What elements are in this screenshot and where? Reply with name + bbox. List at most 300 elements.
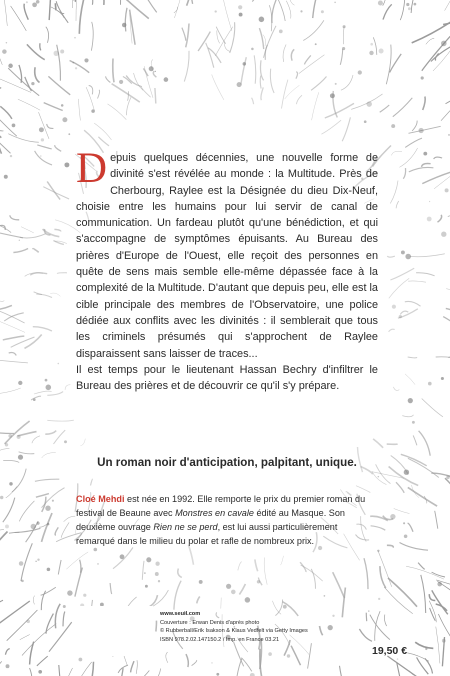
texture-crack [281,556,284,565]
texture-crack [383,0,386,6]
texture-crack [429,601,436,623]
texture-crack [296,72,298,79]
texture-crack [36,294,52,297]
texture-speck [79,658,83,662]
texture-crack [313,0,322,18]
texture-speck [335,83,337,85]
price: 19,50 € [372,645,408,657]
texture-crack [409,167,434,171]
texture-crack [435,511,438,529]
texture-crack [406,566,444,579]
texture-speck [377,550,379,552]
texture-crack [238,562,242,571]
texture-crack [182,28,186,41]
texture-crack [384,615,386,627]
texture-crack [373,37,377,55]
texture-crack [44,103,63,111]
texture-speck [63,605,66,608]
texture-speck [8,434,12,438]
texture-speck [441,377,444,380]
book-title-1: Monstres en cavale [175,508,254,518]
book-title-2: Rien ne se perd [153,522,218,532]
texture-crack [394,509,410,514]
texture-speck [60,50,64,54]
texture-crack [434,157,443,159]
texture-crack [333,572,345,598]
texture-speck [378,476,380,478]
texture-speck [2,49,6,53]
texture-crack [13,249,28,253]
texture-crack [393,387,399,391]
texture-speck [91,109,95,113]
texture-crack [282,80,288,109]
isbn: ISBN 978.2.02.147150.2 / Imp. en France 03.21 [160,636,280,643]
texture-speck [404,470,409,475]
texture-crack [49,0,52,20]
texture-crack [255,559,258,571]
texture-crack [0,530,4,532]
texture-crack [285,85,300,99]
texture-speck [279,30,283,34]
texture-speck [5,443,8,446]
author-name: Cloé Mehdi [76,494,125,504]
texture-crack [261,87,263,100]
texture-crack [78,662,92,676]
texture-crack [351,94,382,110]
texture-crack [47,182,60,200]
texture-speck [39,127,44,132]
texture-speck [54,51,59,56]
texture-crack [2,0,8,26]
texture-crack [0,107,17,137]
texture-crack [212,75,224,100]
texture-crack [380,566,386,588]
texture-crack [35,479,59,481]
texture-crack [47,124,54,129]
texture-crack [445,0,450,11]
texture-crack [269,5,271,31]
texture-crack [0,225,5,230]
texture-speck [19,561,24,566]
texture-crack [30,668,33,676]
texture-crack [90,0,93,5]
texture-speck [408,398,413,403]
texture-crack [174,0,182,18]
texture-crack [50,293,60,296]
texture-speck [442,639,446,643]
texture-speck [330,93,335,98]
texture-crack [72,0,75,1]
texture-speck [283,605,287,609]
texture-crack [405,138,422,147]
texture-speck [268,652,272,656]
texture-speck [358,70,362,74]
texture-crack [0,106,12,119]
texture-speck [64,162,69,167]
texture-crack [396,201,399,208]
texture-crack [0,133,11,154]
texture-speck [122,23,126,27]
texture-crack [32,436,40,443]
texture-crack [446,289,450,300]
texture-crack [25,335,42,349]
texture-speck [46,385,52,391]
texture-speck [37,558,39,560]
texture-crack [422,171,450,183]
texture-crack [0,388,21,393]
texture-speck [149,66,154,71]
texture-crack [421,575,426,613]
texture-crack [415,642,433,648]
texture-speck [155,562,159,566]
texture-speck [158,580,160,582]
texture-speck [238,5,242,9]
texture-crack [35,151,52,165]
texture-crack [121,0,123,5]
texture-speck [211,662,213,664]
texture-crack [397,663,406,676]
texture-speck [97,563,99,565]
texture-speck [40,155,42,157]
texture-crack [384,587,413,614]
texture-speck [26,1,28,3]
blurb-paragraph-1 [76,145,378,362]
texture-crack [130,10,136,45]
texture-speck [412,421,415,424]
texture-crack [426,39,434,45]
texture-speck [120,554,125,559]
texture-crack [197,597,200,604]
texture-crack [11,337,35,347]
texture-speck [419,128,424,133]
texture-crack [27,44,45,59]
texture-crack [416,273,435,276]
texture-crack [31,396,41,400]
texture-speck [64,440,67,443]
texture-speck [257,580,260,583]
texture-crack [57,273,67,274]
tagline: Un roman noir d'anticipation, palpitant, unique. [97,456,357,469]
texture-speck [38,670,42,674]
texture-speck [31,82,34,85]
texture-crack [436,627,440,664]
texture-crack [216,27,226,44]
texture-crack [342,117,350,141]
texture-crack [34,391,52,394]
texture-crack [0,431,14,433]
texture-crack [55,604,60,629]
texture-speck [251,48,254,51]
texture-crack [41,587,56,595]
texture-crack [343,26,344,44]
texture-crack [19,501,34,522]
bio-text-3: , est lui aussi particulièrement remarqué dans le milieu du polar et rafle de nombreux prix. [76,522,338,546]
texture-crack [206,43,214,68]
texture-crack [386,45,391,85]
texture-crack [340,666,352,676]
author-bio [76,492,378,548]
texture-crack [399,148,417,167]
texture-speck [342,47,345,50]
texture-speck [155,572,159,576]
texture-speck [67,590,72,595]
texture-crack [153,590,168,606]
texture-crack [63,612,65,627]
texture-crack [400,543,429,551]
texture-speck [4,175,8,179]
texture-crack [3,498,15,523]
texture-crack [110,583,112,594]
texture-speck [62,117,67,122]
texture-speck [37,522,40,525]
texture-crack [441,95,450,121]
texture-crack [223,0,232,31]
texture-speck [155,71,156,72]
texture-speck [368,610,369,611]
texture-crack [272,0,278,23]
texture-speck [391,124,395,128]
texture-crack [408,523,413,532]
texture-crack [130,671,149,676]
texture-crack [36,494,49,498]
texture-crack [174,581,181,610]
texture-speck [68,133,70,135]
texture-speck [366,101,371,106]
texture-speck [239,13,243,17]
texture-crack [3,460,19,462]
texture-crack [81,439,86,446]
texture-crack [91,479,93,486]
texture-speck [437,582,442,587]
texture-crack [405,374,415,385]
texture-crack [56,1,68,23]
texture-crack [299,55,325,74]
texture-crack [47,392,63,396]
texture-crack [22,624,56,656]
texture-crack [42,513,53,542]
texture-crack [42,497,46,512]
texture-crack [408,458,439,477]
texture-speck [18,381,22,385]
texture-crack [106,76,111,82]
barcode-area [80,606,152,656]
texture-crack [150,669,161,676]
texture-crack [0,76,1,88]
texture-crack [387,656,418,676]
texture-crack [422,164,431,167]
texture-speck [74,37,76,39]
texture-speck [94,548,98,552]
texture-crack [402,415,413,417]
texture-speck [226,584,231,589]
texture-crack [8,134,39,143]
texture-speck [404,535,408,539]
drop-cap: D [76,145,108,192]
texture-crack [131,661,134,672]
texture-crack [76,0,79,21]
texture-crack [291,646,300,666]
texture-crack [61,522,69,537]
texture-speck [0,496,3,499]
texture-crack [390,181,398,204]
texture-crack [390,268,414,280]
texture-speck [35,561,36,562]
texture-speck [423,152,427,156]
texture-speck [18,455,23,460]
texture-crack [383,4,392,19]
texture-speck [19,240,20,241]
texture-speck [17,435,21,439]
texture-crack [55,145,62,151]
texture-crack [80,560,81,573]
texture-crack [45,431,56,435]
texture-crack [413,435,417,445]
texture-crack [241,57,246,84]
texture-crack [341,75,353,90]
texture-crack [98,90,100,99]
texture-crack [64,668,73,676]
texture-speck [315,43,317,45]
texture-crack [33,596,34,605]
texture-crack [411,0,419,13]
texture-speck [399,315,402,318]
texture-crack [187,0,192,6]
texture-crack [340,49,342,65]
texture-crack [18,432,37,436]
texture-crack [142,561,144,580]
texture-crack [186,24,189,48]
texture-crack [260,76,261,89]
texture-crack [37,145,51,149]
texture-speck [32,2,37,7]
texture-crack [59,665,62,676]
texture-crack [64,516,76,521]
texture-crack [422,399,443,417]
texture-crack [112,84,140,102]
texture-crack [0,600,3,605]
texture-crack [156,621,157,632]
texture-crack [380,105,390,112]
texture-crack [125,8,127,32]
texture-crack [387,545,393,547]
texture-crack [108,104,127,120]
publisher-website: www.seuil.com [160,611,201,617]
texture-speck [72,62,74,64]
texture-crack [446,84,450,103]
texture-speck [84,58,88,62]
texture-speck [45,379,48,382]
texture-crack [12,469,26,493]
texture-crack [259,28,263,49]
texture-speck [334,2,335,3]
blurb-paragraph-2: Il est temps pour le lieutenant Hassan Bechry d'infiltrer le Bureau des prières et de découvrir ce qu'il s'y prépare. [76,363,378,393]
texture-crack [111,668,123,676]
blurb-paragraph-1-text: epuis quelques décennies, une nouvelle forme de divinité s'est révélée au monde : la Multitude. Près de Cherbourg, Raylee est la Désignée du dieu Dix-Neuf, choisie entre les humains pour lui servir de canal de communication. Un fardeau plutôt qu'une bénédiction, et qui s'accompagne de symptômes épuisants. Au Bureau des prières d'Europe de l'Ouest, elle reçoit des personnes en quête de sens mais semble elle-même dépassée face à la complexité de la Multitude. D'autant que depuis peu, elle est la cible principale des membres de l'Observatoire, une police dédiée aux conflits avec les divinités : il semblerait que tous les criminels présumés qui s'approchent de Raylee disparaissent sans laisser de traces... [76,152,378,360]
texture-crack [264,558,267,585]
texture-crack [0,299,4,301]
texture-speck [287,654,290,657]
texture-crack [0,360,28,363]
texture-crack [393,98,413,117]
texture-crack [150,595,158,607]
texture-crack [408,357,417,358]
texture-crack [0,24,2,65]
texture-speck [144,572,145,573]
texture-crack [43,187,69,199]
texture-crack [408,487,437,506]
texture-crack [432,590,448,614]
texture-crack [46,27,49,43]
texture-crack [270,69,274,93]
texture-crack [0,661,2,673]
texture-crack [254,55,256,83]
texture-crack [0,321,25,333]
texture-speck [237,82,242,87]
texture-speck [401,250,405,254]
texture-speck [405,254,411,260]
texture-crack [388,578,417,607]
texture-crack [15,528,41,532]
texture-speck [61,104,64,107]
texture-crack [403,168,405,179]
texture-crack [0,532,8,558]
texture-speck [259,17,265,23]
texture-speck [145,585,148,588]
texture-crack [10,215,19,220]
texture-crack [178,569,182,578]
texture-crack [184,51,189,82]
texture-speck [47,523,49,525]
texture-crack [446,308,450,319]
texture-crack [370,615,390,640]
texture-crack [3,336,25,340]
texture-crack [431,41,450,61]
texture-crack [0,305,12,311]
texture-crack [408,281,426,282]
texture-crack [65,385,70,390]
texture-crack [286,1,291,19]
texture-speck [243,62,246,65]
texture-crack [153,71,156,77]
texture-speck [370,43,373,46]
texture-crack [418,563,425,570]
texture-speck [343,25,346,28]
texture-crack [235,658,242,676]
texture-crack [405,301,421,306]
texture-crack [252,0,262,2]
texture-crack [325,103,354,118]
texture-crack [91,22,93,51]
texture-crack [412,121,417,131]
texture-crack [79,0,86,34]
texture-crack [9,352,17,355]
texture-crack [101,0,104,5]
texture-crack [166,652,168,663]
texture-speck [21,580,24,583]
texture-crack [389,278,409,298]
texture-speck [10,155,12,157]
texture-crack [308,643,312,668]
texture-speck [379,49,384,54]
texture-crack [410,254,445,257]
texture-crack [89,86,93,95]
photo-credit: © Rubberball/Erik Isakson & Klaus Vedfelt via Getty Images [160,628,308,634]
texture-speck [5,524,9,528]
texture-crack [303,20,324,40]
texture-crack [396,482,404,493]
texture-speck [428,382,432,386]
texture-crack [55,527,58,535]
